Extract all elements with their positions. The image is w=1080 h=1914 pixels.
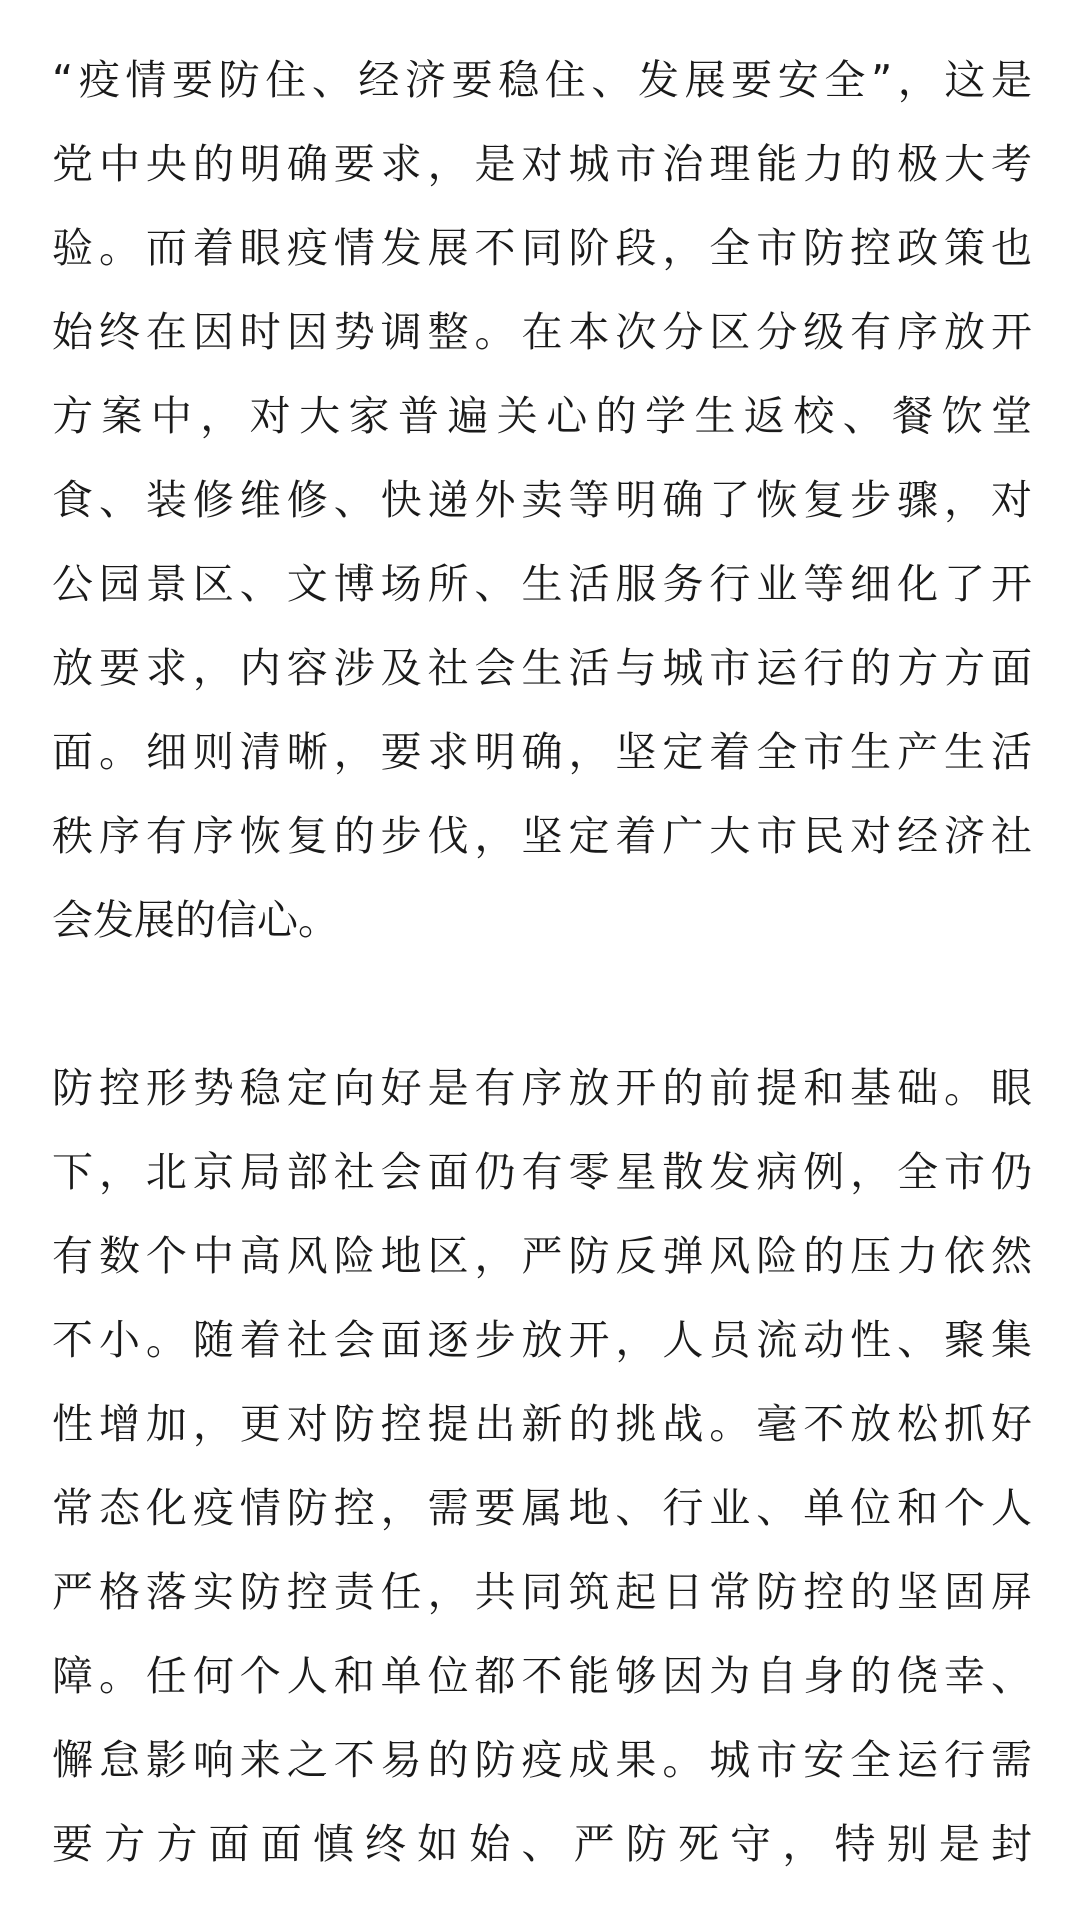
text-line: 要方方面面慎终如始、严防死守，特别是封 [52,1820,1032,1868]
text-line: 党中央的明确要求，是对城市治理能力的极大考 [52,140,1032,188]
text-line: 放要求，内容涉及社会生活与城市运行的方方面 [52,644,1032,692]
paragraph-2 [52,1046,1032,1886]
text-line: 懈怠影响来之不易的防疫成果。城市安全运行需 [52,1736,1032,1784]
text-line: 不小。随着社会面逐步放开，人员流动性、聚集 [52,1316,1032,1364]
text-line: 下，北京局部社会面仍有零星散发病例，全市仍 [52,1148,1032,1196]
text-line: 障。任何个人和单位都不能够因为自身的侥幸、 [52,1652,1032,1700]
text-line: 公园景区、文博场所、生活服务行业等细化了开 [52,560,1032,608]
text-line: 防控形势稳定向好是有序放开的前提和基础。眼 [52,1064,1032,1112]
text-line: 面。细则清晰，要求明确，坚定着全市生产生活 [52,728,1032,776]
text-line: 会发展的信心。 [52,896,339,944]
text-line: 严格落实防控责任，共同筑起日常防控的坚固屏 [52,1568,1032,1616]
text-line: 有数个中高风险地区，严防反弹风险的压力依然 [52,1232,1032,1280]
text-line: 验。而着眼疫情发展不同阶段，全市防控政策也 [52,224,1032,272]
text-line: 食、装修维修、快递外卖等明确了恢复步骤，对 [52,476,1032,524]
paragraph-gap [52,962,1032,1046]
text-line: 方案中，对大家普遍关心的学生返校、餐饮堂 [52,392,1032,440]
text-line: 秩序有序恢复的步伐，坚定着广大市民对经济社 [52,812,1032,860]
text-line: “疫情要防住、经济要稳住、发展要安全”，这是 [52,56,1032,104]
text-line: 性增加，更对防控提出新的挑战。毫不放松抓好 [52,1400,1032,1448]
paragraph-1 [52,38,1032,962]
text-line: 始终在因时因势调整。在本次分区分级有序放开 [52,308,1032,356]
text-line: 常态化疫情防控，需要属地、行业、单位和个人 [52,1484,1032,1532]
article-body [52,38,1032,1886]
